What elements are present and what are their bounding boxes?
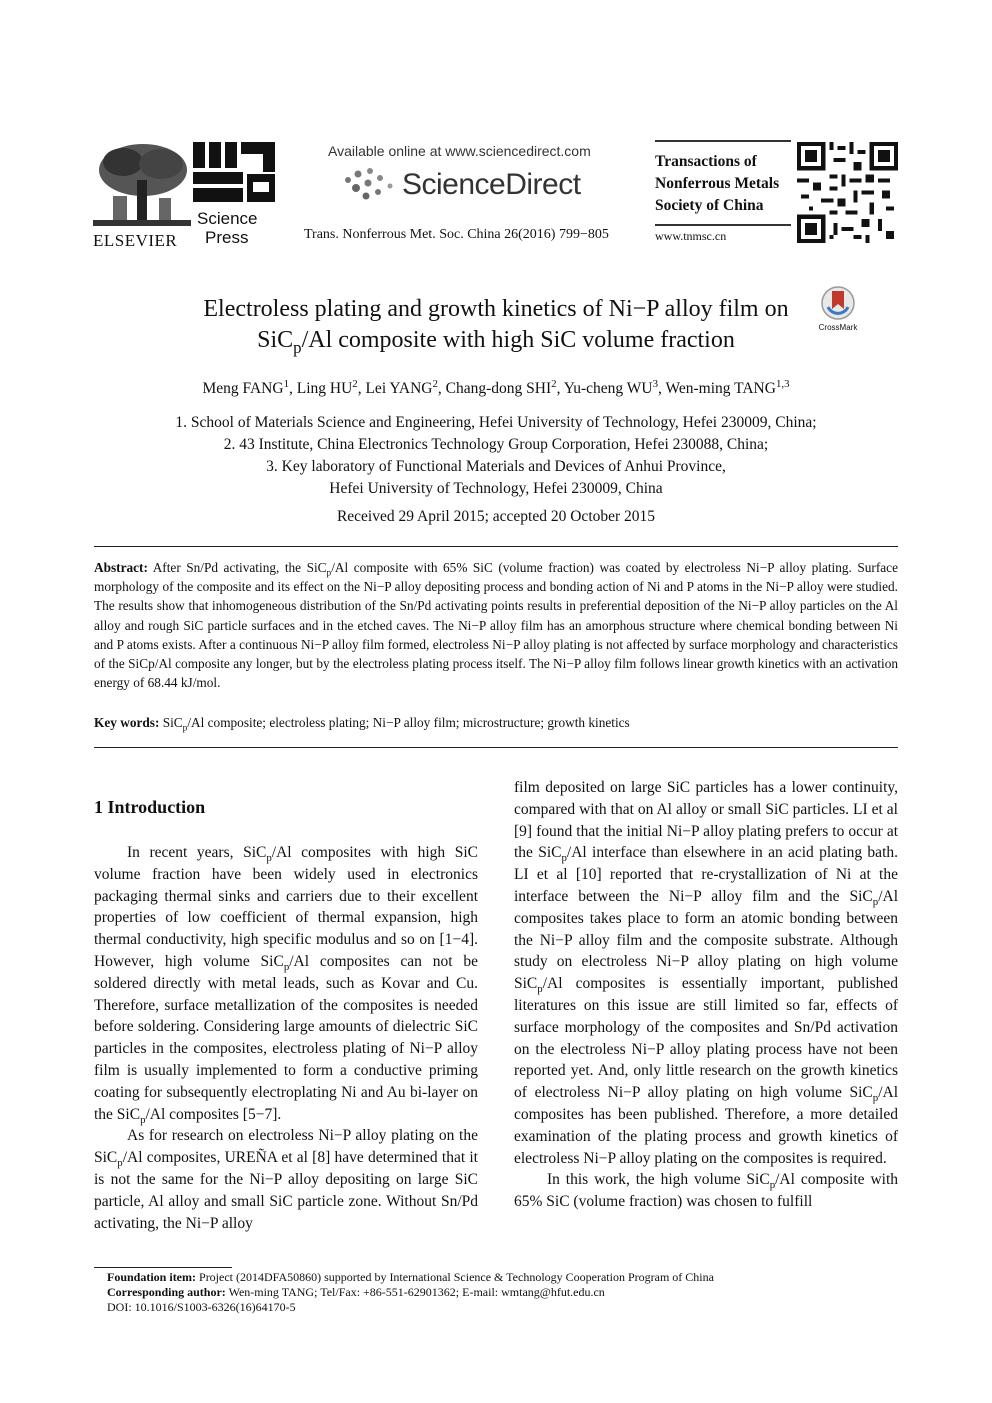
intro-paragraph-2: As for research on electroless Ni−P alloy plating on the SiC$_p$/Al composites, UREÑA et al [8] have determined that it is not the same for the Ni−P alloy depositing on large SiC particle, Al alloy and small SiC particle zone. Without Sn/Pd activating, the Ni−P alloy [94,1127,478,1232]
sciencedirect-logo [342,164,602,208]
author-name: Yu-cheng WU [563,380,653,397]
author-affiliation-mark: 2 [432,377,438,390]
sciencedirect-dots-icon [342,166,400,206]
science-press-text-2: Press [205,228,249,247]
keywords: Key words: SiC$_p$/Al composite; electroless plating; Ni−P alloy film; microstructure; growth kinetics [94,715,630,734]
elsevier-logo [93,140,191,250]
abstract-top-rule [94,546,898,547]
right-column [514,777,898,1213]
science-press-logo [193,142,279,246]
affiliation-1: 1. School of Materials Science and Engineering, Hefei University of Technology, Hefei 230009, China; [175,414,817,431]
sciencedirect-wordmark: ScienceDirect [402,168,581,201]
affiliation-2: 2. 43 Institute, China Electronics Technology Group Corporation, Hefei 230088, China; [223,436,769,453]
author-name: Lei YANG [365,380,433,397]
abstract-label: Abstract: [94,560,148,575]
crossmark-icon [820,285,856,321]
paper-title [120,294,872,356]
intro-paragraph-1: In recent years, SiC$_p$/Al composites with high SiC volume fraction have been widely used in electronics packaging thermal sinks and carriers due to their excellent properties of low coefficient of thermal expansion, high thermal conductivity, high specific modulus and so on [1−4]. However, high volume SiC$_p$/Al composites can not be soldered directly with metal leads, such as Kovar and Cu. Therefore, surface metallization of the composites is needed before soldering. Considering large amounts of dielectric SiC particles in the composites, electroless plating of Ni−P alloy film is usually implemented to form a conductive priming coating for subsequently electroplating Ni and Au bi-layer on the SiC$_p$/Al composites [5−7]. [94,844,478,1126]
journal-url: www.tnmsc.cn [655,229,727,243]
abstract-bottom-rule [94,747,898,748]
elsevier-wordmark: ELSEVIER [93,231,178,250]
abstract: Abstract: After Sn/Pd activating, the SiC$_p$/Al composite with 65% SiC (volume fraction) was coated by electroless Ni−P alloy plating. Surface morphology of the composite and its effect on the Ni−P alloy depositing process and bonding action of Ni and P atoms in the Ni−P alloy were studied. The results show that inhomogeneous distribution of the Sn/Pd activating points results in preferential deposition of the Ni−P alloy particles on the Al alloy and rough SiC particle surfaces and in the etched caves. The Ni−P alloy film has an amorphous structure where chemical bonding between Ni and P atoms exists. After a continuous Ni−P alloy film formed, electroless Ni−P alloy plating is not affected by surface morphology and characteristics of the SiCp/Al composite any longer, but by the electroless plating process itself. The Ni−P alloy film follows linear growth kinetics with an activation energy of 68.44 kJ/mol. [94,560,898,691]
author-name: Wen-ming TANG [665,380,776,397]
qr-code-icon [797,142,898,243]
journal-name-box [655,140,791,246]
affiliation-3-cont: Hefei University of Technology, Hefei 230009, China [329,480,663,497]
journal-name-line-2: Nonferrous Metals [655,175,780,192]
author-name: Meng FANG [202,380,284,397]
elsevier-tree-icon [93,140,191,228]
journal-citation: Trans. Nonferrous Met. Soc. China 26(2016) 799−805 [304,227,609,242]
available-online: Available online at www.sciencedirect.com [328,143,591,159]
author-affiliation-mark: 1 [283,377,289,390]
footnote-rule [94,1267,232,1268]
received-date: Received 29 April 2015; accepted 20 October 2015 [336,508,656,525]
keywords-label: Key words: [94,715,160,730]
author-affiliation-mark: 3 [652,377,658,390]
intro-paragraph-3: In this work, the high volume SiC$_p$/Al composite with 65% SiC (volume fraction) was chosen to fulfill [514,1171,898,1211]
section-heading: 1 Introduction [94,797,206,817]
doi: DOI: 10.1016/S1003-6326(16)64170-5 [107,1300,296,1314]
author-affiliation-mark: 2 [551,377,557,390]
left-column [94,842,478,1234]
journal-name-line-1: Transactions of [655,153,757,170]
science-press-text-1: Science [197,209,258,228]
qr-code [797,142,898,243]
foundation-item: Foundation item: Project (2014DFA50860) supported by International Science & Technology Cooperation Program of China [107,1270,714,1284]
author-name: Chang-dong SHI [445,380,552,397]
author-list: Meng FANG$^1$, Ling $HU^2$, Lei YANG$^2$, Chang-dong SHI$^2$, Yu-cheng $WU^3$, Wen-ming TANG$^{1,3}$ [202,377,790,397]
journal-name-line-3: Society of China [655,197,764,214]
author-name: Ling HU [296,380,353,397]
intro-paragraph-2-cont: film deposited on large SiC particles has a lower continuity, compared with that on Al alloy or small SiC particles. LI et al [9] found that the initial Ni−P alloy plating prefers to occur at the SiC$_p$/Al interface than elsewhere in an acid plating bath. LI et al [10] reported that re-crystallization of Ni at the interface between the Ni−P alloy film and the SiC$_p$/Al composites takes place to form an atomic bonding between the Ni−P alloy film and the composite substrate. Although study on electroless Ni−P alloy plating on high volume SiC$_p$/Al composites is essentially important, published literatures on this issue are still limited so far, effects of surface morphology of the composites and Sn/Pd activation on the electroless Ni−P alloy plating process have not been reported yet. And, only little research on the growth kinetics of electroless Ni−P alloy plating on high volume SiC$_p$/Al composites has been published. Therefore, a more detailed examination of the plating process and growth kinetics of electroless Ni−P alloy plating on the composites is required. [514,779,898,1167]
science-press-emblem-icon [193,142,277,204]
crossmark-badge[interactable] [814,285,862,335]
author-affiliation-mark: 1,3 [775,377,790,390]
affiliation-3: 3. Key laboratory of Functional Materials and Devices of Anhui Province, [266,458,726,475]
author-affiliation-mark: 2 [352,377,358,390]
footnotes [107,1270,897,1315]
title-line-2: SiC$_p$/Al composite with high SiC volume fraction [257,327,735,357]
corresponding-author: Corresponding author: Wen-ming TANG; Tel/Fax: +86-551-62901362; E-mail: wmtang@hfut.edu.cn [107,1285,605,1299]
affiliations [80,412,912,500]
title-line-1: Electroless plating and growth kinetics of Ni−P alloy film on [203,296,789,322]
crossmark-label: CrossMark [818,323,858,332]
